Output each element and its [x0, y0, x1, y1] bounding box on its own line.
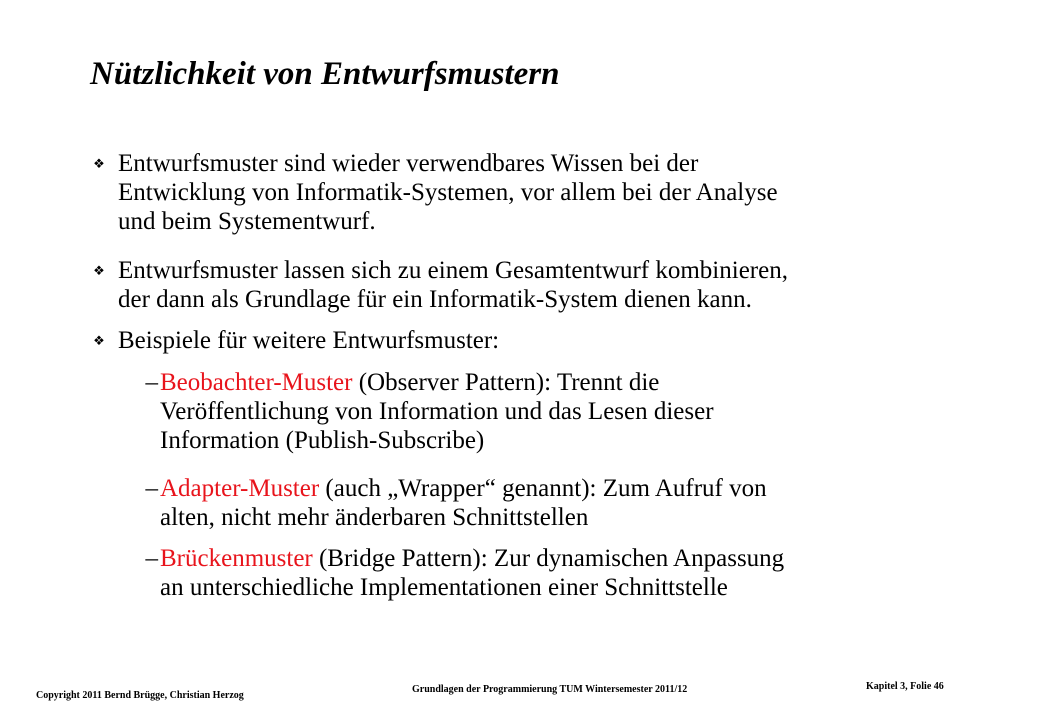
example-1-line-2: Veröffentlichung von Information und das Lesen dieser [160, 398, 714, 425]
example-2-line-1 [160, 474, 767, 503]
bullet-diamond-icon: ❖ [93, 263, 105, 278]
example-2-line-2: alten, nicht mehr änderbaren Schnittstellen [160, 504, 589, 531]
example-1-line-3: Information (Publish-Subscribe) [160, 427, 485, 454]
bullet-diamond-icon: ❖ [93, 333, 105, 348]
bullet-2-line-2: der dann als Grundlage für ein Informatik-System dienen kann. [118, 286, 752, 313]
example-3-line-2: an unterschiedliche Implementationen einer Schnittstelle [160, 574, 728, 601]
example-3-line-1 [160, 544, 784, 573]
example-1-first-rest: (Observer Pattern): Trennt die [352, 369, 660, 396]
sub-item-dash: – [145, 475, 158, 502]
example-3-first-rest: (Bridge Pattern): Zur dynamischen Anpassung [312, 545, 785, 572]
slide-title: Nützlichkeit von Entwurfsmustern [90, 56, 560, 92]
sub-item-dash: – [145, 545, 158, 572]
footer-copyright: Copyright 2011 Bernd Brügge, Christian Herzog [36, 690, 244, 701]
bullet-diamond-icon: ❖ [93, 156, 105, 171]
example-2-name: Adapter-Muster [160, 475, 320, 502]
bullet-1-line-1: Entwurfsmuster sind wieder verwendbares Wissen bei der [118, 150, 699, 177]
example-1-name: Beobachter-Muster [160, 369, 353, 396]
bullet-2-line-1: Entwurfsmuster lassen sich zu einem Gesamtentwurf kombinieren, [118, 257, 788, 284]
example-1-line-1 [160, 368, 659, 397]
example-3-name: Brückenmuster [160, 545, 313, 572]
bullet-3-line-1: Beispiele für weitere Entwurfsmuster: [118, 327, 500, 354]
example-2-first-rest: (auch „Wrapper“ genannt): Zum Aufruf von [319, 475, 767, 502]
sub-item-dash: – [145, 369, 158, 396]
footer-course: Grundlagen der Programmierung TUM Wintersemester 2011/12 [412, 684, 688, 695]
bullet-1-line-2: Entwicklung von Informatik-Systemen, vor allem bei der Analyse [118, 179, 778, 206]
footer-slide-number: Kapitel 3, Folie 46 [866, 681, 944, 692]
bullet-1-line-3: und beim Systementwurf. [118, 208, 376, 235]
